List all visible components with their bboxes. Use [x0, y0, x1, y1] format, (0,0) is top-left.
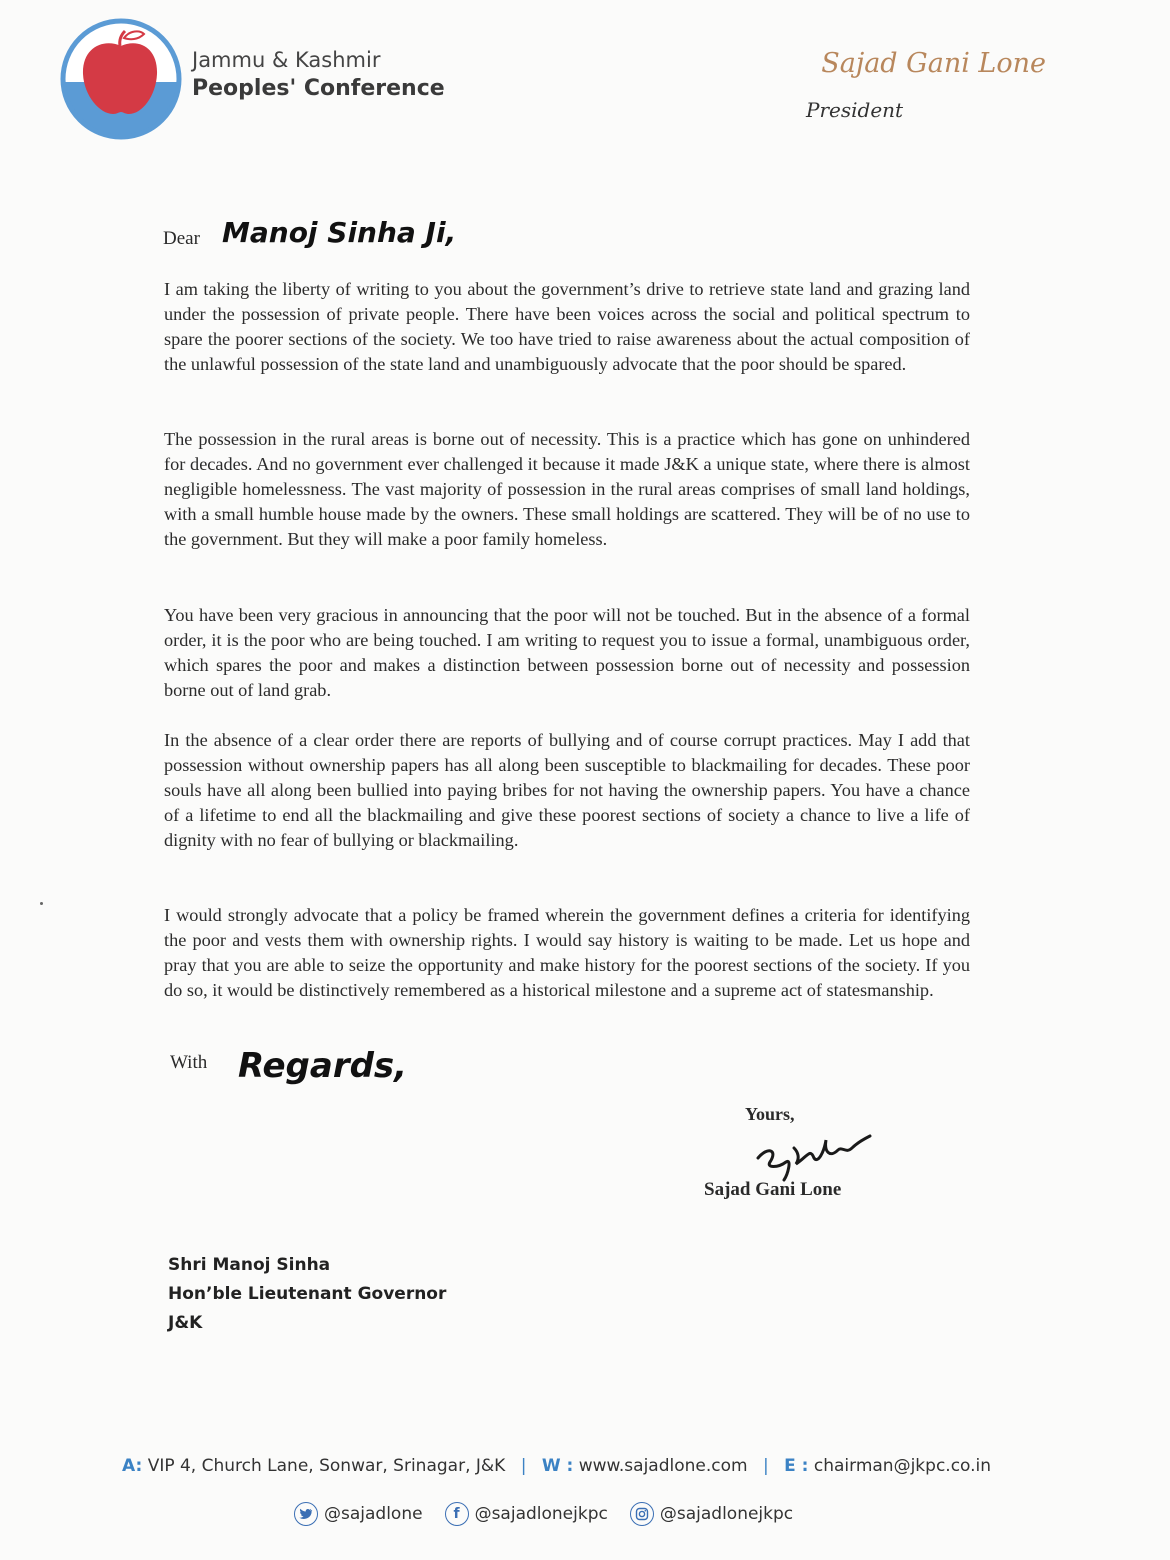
address-key: A:	[122, 1456, 143, 1476]
social-instagram	[630, 1502, 793, 1526]
body-paragraph-4: In the absence of a clear order there are reports of bullying and of course corrupt practices. May I add that possession without ownership papers has all along been susceptible to blackmailing for decades. These poor souls have all along been bullied into paying bribes for not having the ownership papers. You have a chance of a lifetime to end all the blackmailing and give these poorest sections of society a chance to live a life of dignity with no fear of bullying or blackmailing.	[164, 730, 970, 850]
web-key: W :	[541, 1456, 574, 1476]
footer-address: VIP 4, Church Lane, Sonwar, Srinagar, J&K	[147, 1456, 506, 1476]
social-twitter	[294, 1502, 423, 1526]
closing-with: With	[170, 1052, 208, 1073]
letterhead-sender-title: President	[806, 98, 904, 122]
addressee-title: Hon’ble Lieutenant Governor	[168, 1284, 447, 1304]
letterhead-sender-name: Sajad Gani Lone	[821, 48, 1046, 79]
org-name-line1: Jammu & Kashmir	[192, 48, 381, 72]
apple-logo-icon	[58, 16, 184, 142]
instagram-handle: @sajadlonejkpc	[659, 1504, 794, 1524]
footer-contact-line	[122, 1456, 1042, 1476]
salutation-dear: Dear	[163, 228, 200, 249]
social-facebook	[445, 1502, 608, 1526]
signer-name: Sajad Gani Lone	[704, 1179, 842, 1200]
addressee-place: J&K	[168, 1313, 203, 1333]
closing-yours: Yours,	[745, 1104, 795, 1124]
instagram-icon	[630, 1502, 654, 1526]
footer-social-links	[294, 1502, 815, 1526]
footer-email: chairman@jkpc.co.in	[813, 1456, 992, 1476]
body-paragraph-1: I am taking the liberty of writing to you about the government’s drive to retrieve state land and grazing land under the possession of private people. There have been voices across the social and political spectrum to spare the poorer sections of the society. We too have tried to raise awareness about the actual composition of the unlawful possession of the state land and unambiguously advocate that the poor should be spared.	[164, 279, 970, 374]
facebook-icon: f	[445, 1502, 469, 1526]
footer-website: www.sajadlone.com	[578, 1456, 748, 1476]
closing-regards-handwritten: Regards,	[238, 1046, 408, 1086]
body-paragraph-3: You have been very gracious in announcing that the poor will not be touched. But in the absence of a formal order, it is the poor who are being touched. I am writing to request you to issue a formal, unambiguous order, which spares the poor and makes a distinction between possession borne out of necessity and possession borne out of land grab.	[164, 605, 970, 700]
addressee-name: Shri Manoj Sinha	[168, 1255, 331, 1275]
speck	[40, 902, 43, 905]
email-key: E :	[784, 1456, 809, 1476]
body-paragraph-2: The possession in the rural areas is borne out of necessity. This is a practice which has gone on unhindered for decades. And no government ever challenged it because it made J&K a unique state, where there is almost negligible homelessness. The vast majority of possession in the rural areas comprises of small land holdings, with a small humble house made by the owners. These small holdings are scattered. They will be of no use to the government. But they will make a poor family homeless.	[164, 429, 970, 549]
twitter-icon	[294, 1502, 318, 1526]
facebook-handle: @sajadlonejkpc	[474, 1504, 608, 1524]
body-paragraph-5: I would strongly advocate that a policy be framed wherein the government defines a criteria for identifying the poor and vests them with ownership rights. I would say history is waiting to be made. Let us hope and pray that you are able to seize the opportunity and make history for the poorest sections of the society. If you do so, it would be distinctively remembered as a historical milestone and a supreme act of statesmanship.	[164, 905, 970, 1000]
divider: |	[520, 1456, 527, 1476]
twitter-handle: @sajadlone	[324, 1504, 423, 1524]
salutation-name-handwritten: Manoj Sinha Ji,	[222, 216, 457, 249]
org-name-line2: Peoples' Conference	[192, 76, 445, 101]
divider: |	[762, 1456, 769, 1476]
